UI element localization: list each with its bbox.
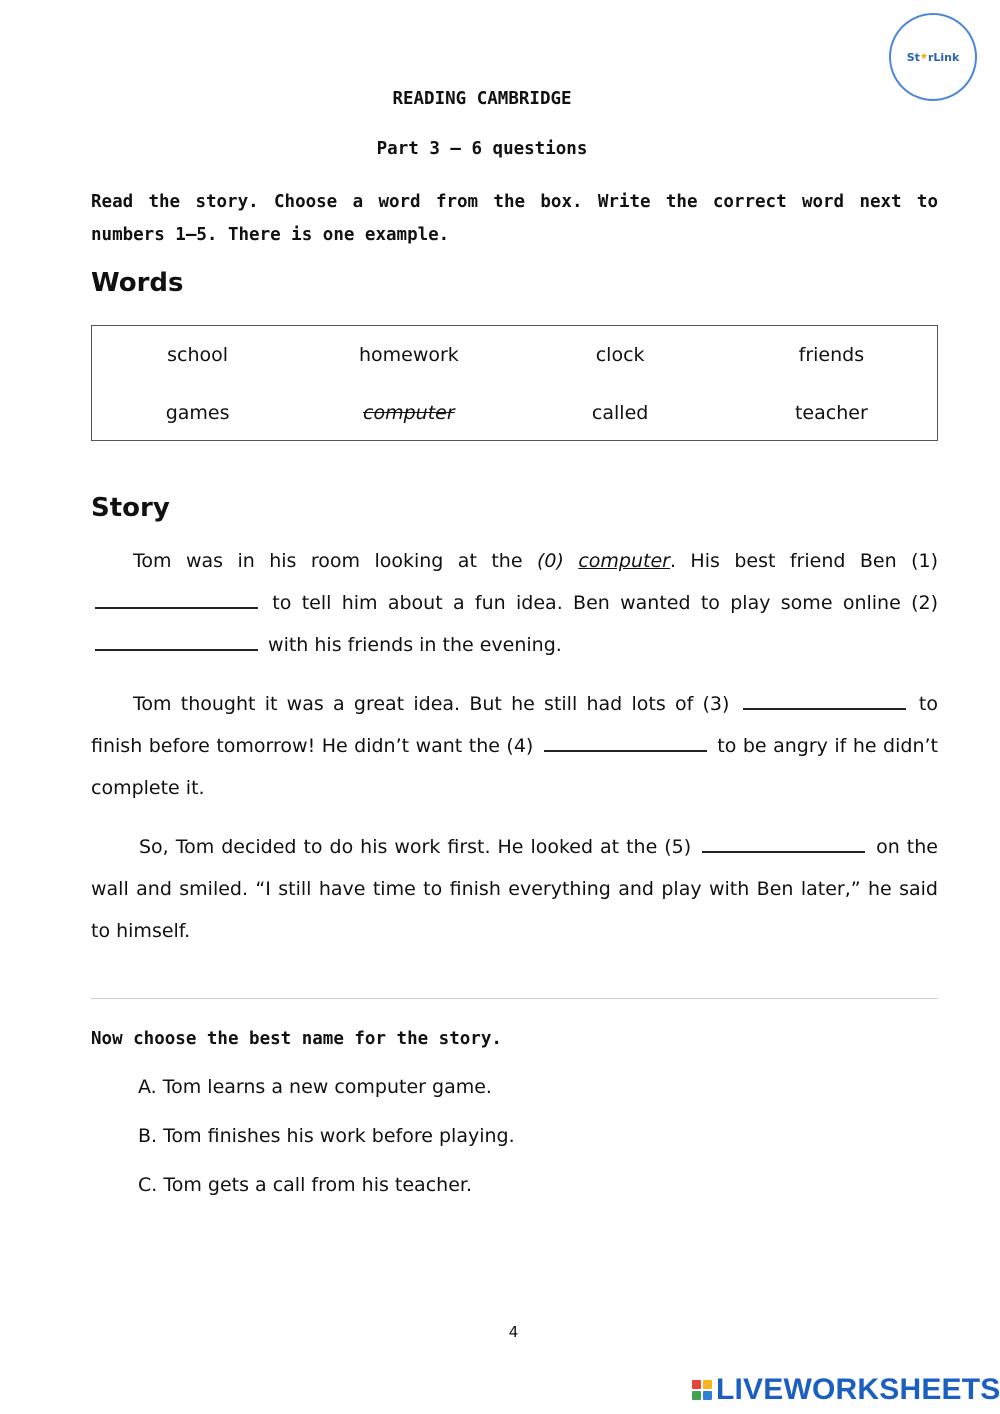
word-item: homework [358, 344, 459, 366]
example-answer: computer [578, 550, 670, 572]
instructions: Read the story. Choose a word from the box. Write the correct word next to numbers 1–5. There is one example. [91, 192, 938, 245]
liveworksheets-icon [692, 1380, 712, 1400]
option-b[interactable]: B. Tom finishes his work before playing. [138, 1125, 515, 1147]
answer-blank-2[interactable] [95, 635, 258, 651]
divider [91, 998, 938, 999]
answer-blank-5[interactable] [702, 837, 865, 853]
starlink-logo: St ★ rLink [889, 13, 977, 101]
star-icon: ★ [919, 52, 928, 62]
brand-name: LIVEWORKSHEETS [716, 1373, 1000, 1406]
answer-blank-3[interactable] [743, 694, 906, 710]
page-subtitle: Part 3 – 6 questions [376, 139, 588, 159]
liveworksheets-brand [692, 1372, 1000, 1408]
word-item: school [167, 344, 229, 366]
page-title: READING CAMBRIDGE [392, 89, 572, 109]
word-box [91, 325, 938, 441]
story-paragraph-2: Tom thought it was a great idea. But he still had lots of (3) to finish before tomorrow! He didn’t want the (4) to be angry if he didn’t complete it. [91, 693, 939, 799]
answer-blank-4[interactable] [544, 736, 707, 752]
word-item: called [591, 402, 649, 424]
word-item: clock [595, 344, 645, 366]
words-heading: Words [91, 268, 184, 298]
page-number: 4 [508, 1323, 519, 1341]
option-a[interactable]: A. Tom learns a new computer game. [138, 1076, 492, 1098]
story-paragraph-3: So, Tom decided to do his work first. He looked at the (5) on the wall and smiled. “I still have time to finish everything and play with Ben later,” he said to himself. [91, 836, 938, 942]
question-prompt: Now choose the best name for the story. [91, 1029, 502, 1049]
word-item: games [165, 402, 230, 424]
word-item: friends [798, 344, 865, 366]
word-item-example-crossed: computer [363, 402, 455, 424]
story-paragraph-1: Tom was in his room looking at the (0) computer. His best friend Ben (1) to tell him about a fun idea. Ben wanted to play some online (2) with his friends in the evening. [91, 540, 938, 666]
option-c[interactable]: C. Tom gets a call from his teacher. [138, 1174, 472, 1196]
answer-blank-1[interactable] [95, 593, 258, 609]
word-item: teacher [794, 402, 868, 424]
story-heading: Story [91, 493, 170, 523]
example-number: (0) [536, 550, 564, 572]
